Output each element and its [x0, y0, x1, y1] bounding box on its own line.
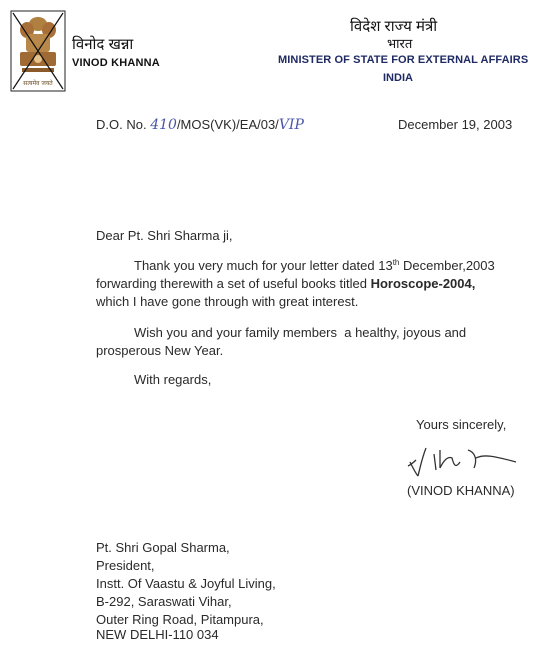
- reference-handwritten-suffix: VIP: [278, 117, 304, 133]
- address-line: Pt. Shri Gopal Sharma,: [96, 540, 230, 555]
- salutation: Dear Pt. Shri Sharma ji,: [96, 228, 233, 243]
- paragraph-2-line-2: prosperous New Year.: [96, 343, 224, 358]
- address-line: Outer Ring Road, Pitampura,: [96, 612, 264, 627]
- address-line: NEW DELHI-110 034: [96, 627, 219, 642]
- address-line: B-292, Saraswati Vihar,: [96, 594, 232, 609]
- reference-prefix: D.O. No.: [96, 117, 147, 132]
- office-title-english: MINISTER OF STATE FOR EXTERNAL AFFAIRS: [278, 54, 529, 66]
- paragraph-2-line-1: Wish you and your family members a healthy, joyous and: [134, 325, 467, 340]
- office-title-hindi: विदेश राज्य मंत्री: [350, 18, 438, 35]
- country-english: INDIA: [383, 72, 413, 84]
- paragraph-1-line-1: Thank you very much for your letter dated 13th December,2003: [134, 258, 495, 273]
- reference-handwritten-number: 410: [150, 117, 177, 133]
- ordinal-suffix: th: [392, 258, 400, 267]
- country-hindi: भारत: [387, 36, 413, 51]
- address-line: Instt. Of Vaastu & Joyful Living,: [96, 576, 276, 591]
- reference-number: [96, 117, 304, 133]
- paragraph-1-line-3: which I have gone through with great interest.: [96, 294, 359, 309]
- sender-name-hindi: विनोद खन्ना: [72, 36, 134, 53]
- yours-sincerely: Yours sincerely,: [416, 417, 507, 432]
- address-line: President,: [96, 558, 155, 573]
- paragraph-1-line-2: forwarding therewith a set of useful books titled Horoscope-2004,: [96, 276, 476, 291]
- sender-name-english: VINOD KHANNA: [72, 57, 160, 69]
- reference-middle: /MOS(VK)/EA/03/: [176, 117, 279, 132]
- national-emblem-icon: [10, 10, 66, 92]
- signatory-name: (VINOD KHANNA): [407, 483, 515, 498]
- letter-date: December 19, 2003: [398, 117, 513, 132]
- book-title: Horoscope-2004,: [370, 276, 476, 291]
- handwritten-signature: [404, 440, 524, 480]
- closing: With regards,: [134, 372, 212, 387]
- emblem-motto: सत्यमेव जयते: [23, 80, 53, 87]
